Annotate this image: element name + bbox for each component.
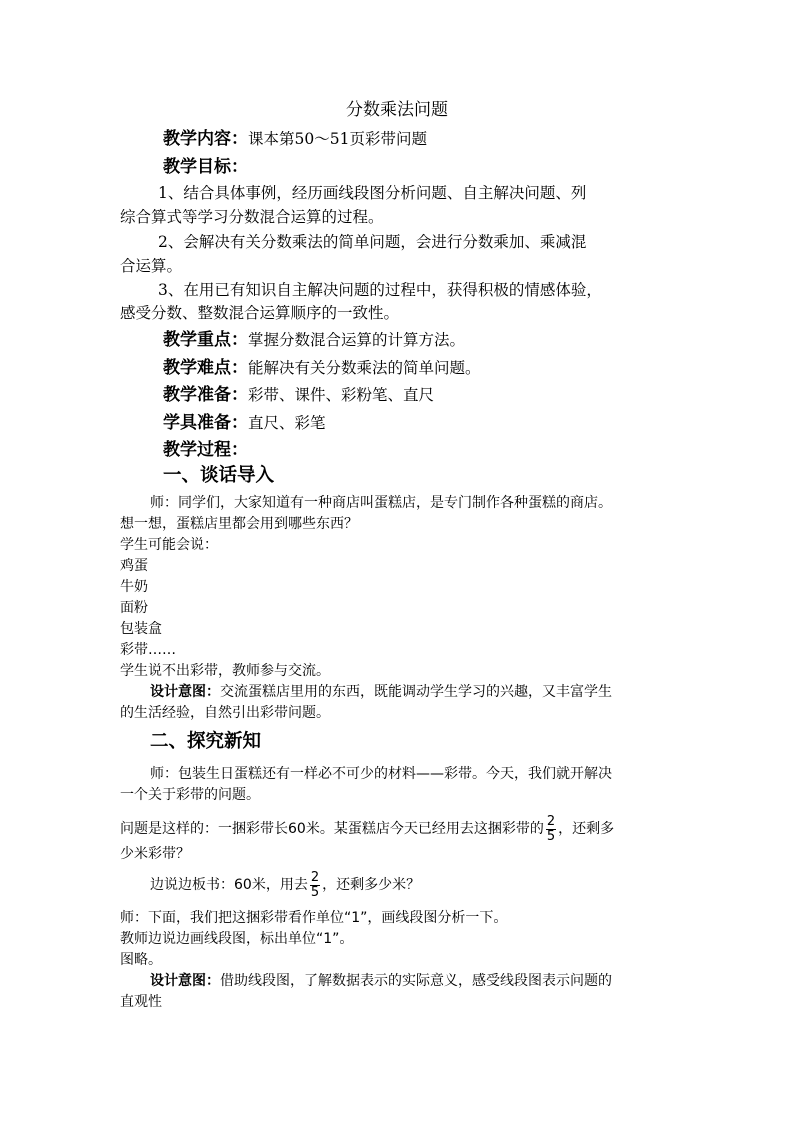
goal-1-line-1: 1、结合具体事例，经历画线段图分析问题、自主解决问题、列	[158, 184, 587, 202]
list-item: 鸡蛋	[120, 558, 148, 574]
fraction-numerator: 2	[546, 813, 556, 829]
teaching-content-line	[163, 128, 427, 150]
paragraph-5-text-end: ，还剩多	[558, 821, 615, 837]
paragraph-5-text: 问题是这样的：一捆彩带长60米。某蛋糕店今天已经用去这捆彩带的	[120, 821, 544, 837]
paragraph-1-line-1: 师：同学们，大家知道有一种商店叫蛋糕店，是专门制作各种蛋糕的商店。	[150, 495, 612, 511]
goal-2-line-2: 合运算。	[120, 257, 183, 275]
design-intent-label: 设计意图：	[150, 973, 220, 989]
difficulty-text: 能解决有关分数乘法的简单问题。	[248, 359, 481, 377]
paragraph-4-line-2: 一个关于彩带的问题。	[120, 787, 260, 803]
paragraph-3: 学生说不出彩带，教师参与交流。	[120, 663, 330, 679]
list-item: 面粉	[120, 600, 148, 616]
design-intent-label: 设计意图：	[150, 684, 220, 700]
paragraph-2: 学生可能会说：	[120, 537, 218, 553]
difficulty-line	[163, 357, 481, 379]
goal-2-line-1: 2、会解决有关分数乘法的简单问题，会进行分数乘加、乘减混	[158, 233, 587, 251]
teaching-process-heading: 教学过程：	[163, 440, 248, 460]
design-intent-2-line-1	[150, 970, 612, 992]
fraction-numerator: 2	[310, 869, 320, 885]
goal-3-line-2: 感受分数、整数混合运算顺序的一致性。	[120, 304, 400, 322]
teaching-content-label: 教学内容：	[163, 129, 248, 149]
paragraph-5-line-2: 少米彩带？	[120, 846, 190, 862]
list-item: 包装盒	[120, 621, 162, 637]
section-1-heading: 一、谈话导入	[163, 465, 275, 486]
paragraph-5-line-1	[120, 812, 614, 846]
paragraph-6	[150, 868, 420, 902]
design-intent-text: 借助线段图，了解数据表示的实际意义，感受线段图表示问题的	[220, 973, 612, 989]
paragraph-6-text-end: ，还剩多少米？	[322, 877, 421, 893]
paragraph-8: 教师边说边画线段图，标出单位“1”。	[120, 931, 354, 947]
design-intent-text: 交流蛋糕店里用的东西，既能调动学生学习的兴趣，又丰富学生	[220, 684, 612, 700]
fraction-denominator: 5	[546, 828, 556, 844]
student-tools-label: 学具准备：	[163, 413, 248, 433]
design-intent-1-line-2: 的生活经验，自然引出彩带问题。	[120, 705, 330, 721]
paragraph-6-text: 边说边板书：60米，用去	[150, 877, 308, 893]
teaching-goals-heading: 教学目标：	[163, 157, 248, 177]
fraction-two-fifths	[310, 871, 320, 900]
design-intent-1-line-1	[150, 681, 612, 703]
section-2-heading: 二、探究新知	[150, 731, 262, 752]
design-intent-2-line-2: 直观性	[120, 994, 162, 1010]
goal-3-line-1: 3、在用已有知识自主解决问题的过程中，获得积极的情感体验，	[158, 281, 602, 299]
preparation-line	[163, 384, 434, 406]
key-point-text: 掌握分数混合运算的计算方法。	[248, 331, 466, 349]
difficulty-label: 教学难点：	[163, 358, 248, 378]
goal-1-line-2: 综合算式等学习分数混合运算的过程。	[120, 208, 384, 226]
list-item: 彩带……	[120, 642, 176, 658]
document-title: 分数乘法问题	[346, 100, 448, 120]
teaching-content-text: 课本第50～51页彩带问题	[248, 130, 427, 148]
fraction-denominator: 5	[310, 884, 320, 900]
paragraph-7: 师：下面，我们把这捆彩带看作单位“1”，画线段图分析一下。	[120, 910, 508, 926]
list-item: 牛奶	[120, 579, 148, 595]
paragraph-1-line-2: 想一想，蛋糕店里都会用到哪些东西？	[120, 516, 358, 532]
student-tools-line	[163, 412, 326, 434]
fraction-two-fifths	[546, 815, 556, 844]
student-tools-text: 直尺、彩笔	[248, 414, 326, 432]
preparation-label: 教学准备：	[163, 385, 248, 405]
preparation-text: 彩带、课件、彩粉笔、直尺	[248, 386, 435, 404]
key-point-label: 教学重点：	[163, 330, 248, 350]
paragraph-4-line-1: 师：包装生日蛋糕还有一样必不可少的材料——彩带。今天，我们就开解决	[150, 766, 612, 782]
key-point-line	[163, 329, 465, 351]
paragraph-9: 图略。	[120, 952, 162, 968]
